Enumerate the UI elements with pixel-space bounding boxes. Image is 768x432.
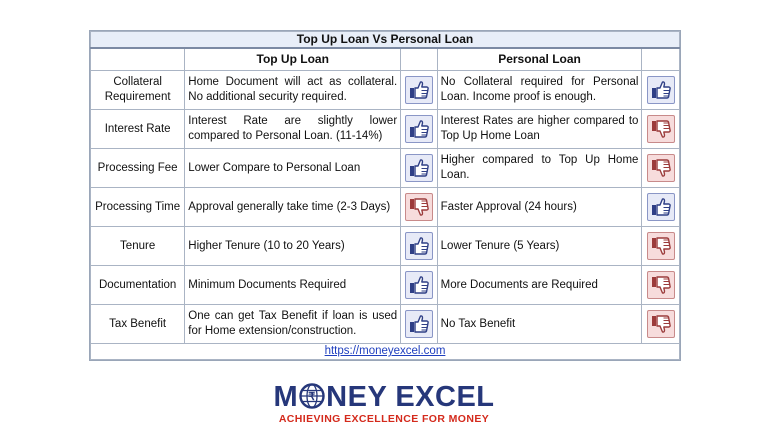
thumbs-up-icon [647, 76, 675, 104]
header-icon-blank [642, 48, 680, 71]
thumbs-up-icon [405, 271, 433, 299]
money-excel-logo [0, 381, 768, 425]
top-up-value: Approval generally take time (2-3 Days) [185, 188, 401, 227]
icon-cell [401, 188, 437, 227]
table-row [91, 188, 680, 227]
row-label: Documentation [91, 266, 185, 305]
thumbs-up-icon [405, 76, 433, 104]
table-row [91, 266, 680, 305]
icon-cell [642, 71, 680, 110]
icon-cell [401, 110, 437, 149]
top-up-value: Interest Rate are slightly lower compared to Personal Loan. (11-14%) [185, 110, 401, 149]
footer-link-cell [91, 344, 680, 360]
icon-cell [401, 149, 437, 188]
top-up-value: Minimum Documents Required [185, 266, 401, 305]
table-title: Top Up Loan Vs Personal Loan [91, 32, 680, 49]
thumbs-down-icon [405, 193, 433, 221]
row-label: Processing Time [91, 188, 185, 227]
icon-cell [642, 227, 680, 266]
icon-cell [401, 266, 437, 305]
personal-value: Higher compared to Top Up Home Loan. [437, 149, 642, 188]
table-row [91, 227, 680, 266]
globe-icon [299, 383, 325, 409]
personal-value: Faster Approval (24 hours) [437, 188, 642, 227]
logo-wordmark [0, 381, 768, 413]
moneyexcel-link[interactable]: https://moneyexcel.com [324, 345, 446, 357]
personal-value: Interest Rates are higher compared to Top Up Home Loan [437, 110, 642, 149]
icon-cell [642, 110, 680, 149]
row-label: Collateral Requirement [91, 71, 185, 110]
comparison-table [90, 31, 680, 360]
header-icon-blank [401, 48, 437, 71]
thumbs-up-icon [405, 115, 433, 143]
thumbs-up-icon [405, 310, 433, 338]
icon-cell [642, 188, 680, 227]
svg-text:₹: ₹ [308, 391, 316, 403]
row-label: Tax Benefit [91, 305, 185, 344]
header-blank [91, 48, 185, 71]
thumbs-down-icon [647, 115, 675, 143]
thumbs-down-icon [647, 310, 675, 338]
table-row [91, 110, 680, 149]
thumbs-down-icon [647, 154, 675, 182]
logo-tagline: ACHIEVING EXCELLENCE FOR MONEY [278, 413, 490, 425]
icon-cell [642, 305, 680, 344]
row-label: Processing Fee [91, 149, 185, 188]
row-label: Interest Rate [91, 110, 185, 149]
logo-brand-text: M ₹ NEY EXCEL [273, 381, 495, 413]
personal-value: Lower Tenure (5 Years) [437, 227, 642, 266]
personal-value: More Documents are Required [437, 266, 642, 305]
thumbs-up-icon [647, 193, 675, 221]
icon-cell [401, 305, 437, 344]
top-up-value: Lower Compare to Personal Loan [185, 149, 401, 188]
top-up-value: Higher Tenure (10 to 20 Years) [185, 227, 401, 266]
thumbs-up-icon [405, 232, 433, 260]
thumbs-up-icon [405, 154, 433, 182]
top-up-value: One can get Tax Benefit if loan is used for Home extension/construction. [185, 305, 401, 344]
top-up-value: Home Document will act as collateral. No additional security required. [185, 71, 401, 110]
comparison-sheet [89, 30, 681, 361]
header-personal-loan: Personal Loan [437, 48, 642, 71]
personal-value: No Tax Benefit [437, 305, 642, 344]
thumbs-down-icon [647, 271, 675, 299]
header-top-up-loan: Top Up Loan [185, 48, 401, 71]
table-row [91, 71, 680, 110]
icon-cell [642, 266, 680, 305]
table-row [91, 305, 680, 344]
thumbs-down-icon [647, 232, 675, 260]
icon-cell [401, 227, 437, 266]
row-label: Tenure [91, 227, 185, 266]
icon-cell [642, 149, 680, 188]
table-row [91, 149, 680, 188]
personal-value: No Collateral required for Personal Loan. Income proof is enough. [437, 71, 642, 110]
icon-cell [401, 71, 437, 110]
